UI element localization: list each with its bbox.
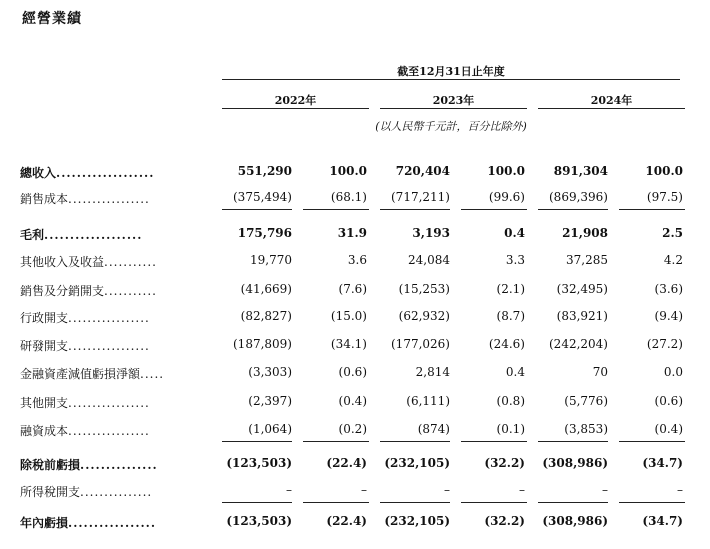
table-row — [0, 226, 710, 246]
amount-cell: (242,204) — [549, 337, 608, 351]
row-label-text: 行政開支 — [20, 311, 69, 325]
row-label — [20, 226, 216, 243]
row-label — [20, 514, 216, 531]
cell-underline — [303, 209, 369, 210]
percent-cell: (0.6) — [338, 365, 367, 379]
cell-underline — [222, 441, 292, 442]
percent-cell: – — [677, 483, 683, 497]
row-label-text: 其他收入及收益 — [20, 255, 105, 269]
row-label — [20, 309, 216, 326]
row-label-text: 研發開支 — [20, 339, 69, 353]
cell-underline — [538, 441, 608, 442]
percent-cell: (34.7) — [642, 514, 683, 528]
table-row — [0, 309, 710, 329]
cell-underline — [380, 209, 450, 210]
leader-dots: ........... — [104, 284, 157, 298]
percent-cell: 0.4 — [505, 365, 525, 379]
percent-cell: (0.1) — [496, 422, 525, 436]
percent-cell: (99.6) — [488, 190, 525, 204]
period-header: 截至12月31日止年度 — [397, 65, 505, 78]
percent-cell: (9.4) — [654, 309, 683, 323]
leader-dots: ................... — [44, 228, 143, 242]
cell-underline — [619, 441, 685, 442]
percent-cell: (8.7) — [496, 309, 525, 323]
amount-cell: (5,776) — [564, 394, 608, 408]
row-label — [20, 253, 216, 270]
amount-cell: 720,404 — [395, 164, 450, 178]
table-row — [0, 164, 710, 184]
amount-cell: 24,084 — [408, 253, 450, 267]
cell-underline — [222, 502, 292, 503]
amount-cell: (177,026) — [391, 337, 450, 351]
cell-underline — [538, 502, 608, 503]
percent-cell: (3.6) — [654, 282, 683, 296]
percent-cell: (34.7) — [642, 456, 683, 470]
amount-cell: (187,809) — [233, 337, 292, 351]
amount-cell: (232,105) — [384, 456, 450, 470]
percent-cell: (0.2) — [338, 422, 367, 436]
percent-cell: (22.4) — [326, 514, 367, 528]
amount-cell: (41,669) — [240, 282, 292, 296]
leader-dots: ............... — [80, 458, 158, 472]
percent-cell: 100.0 — [645, 164, 683, 178]
cell-underline — [461, 502, 527, 503]
row-label — [20, 456, 216, 473]
leader-dots: ................. — [68, 424, 150, 438]
amount-cell: (15,253) — [398, 282, 450, 296]
year-underline — [538, 108, 685, 109]
leader-dots: ................... — [56, 166, 155, 180]
percent-cell: 31.9 — [337, 226, 367, 240]
percent-cell: 100.0 — [487, 164, 525, 178]
row-label — [20, 282, 216, 299]
percent-cell: (7.6) — [338, 282, 367, 296]
amount-cell: 3,193 — [412, 226, 450, 240]
amount-cell: 2,814 — [415, 365, 450, 379]
amount-cell: 551,290 — [237, 164, 292, 178]
percent-cell: 3.6 — [347, 253, 367, 267]
leader-dots: ................. — [68, 396, 150, 410]
percent-cell: (32.2) — [484, 456, 525, 470]
row-label — [20, 164, 216, 181]
amount-cell: 175,796 — [237, 226, 292, 240]
year-underline — [380, 108, 527, 109]
amount-cell: (62,932) — [398, 309, 450, 323]
row-label-text: 所得稅開支 — [20, 485, 81, 499]
amount-cell: (375,494) — [233, 190, 292, 204]
table-row — [0, 190, 710, 210]
percent-cell: (0.4) — [654, 422, 683, 436]
amount-cell: 19,770 — [250, 253, 292, 267]
cell-underline — [538, 209, 608, 210]
cell-underline — [222, 209, 292, 210]
amount-cell: (308,986) — [542, 456, 608, 470]
percent-cell: – — [519, 483, 525, 497]
row-label-text: 其他開支 — [20, 396, 69, 410]
percent-cell: (97.5) — [646, 190, 683, 204]
row-label — [20, 422, 216, 439]
row-label-text: 金融資產減值虧損淨額 — [20, 367, 141, 381]
row-label-text: 總收入 — [20, 166, 57, 180]
leader-dots: ................. — [68, 192, 150, 206]
row-label-text: 銷售及分銷開支 — [20, 284, 105, 298]
percent-cell: (27.2) — [646, 337, 683, 351]
cell-underline — [303, 502, 369, 503]
cell-underline — [380, 441, 450, 442]
amount-cell: (232,105) — [384, 514, 450, 528]
percent-cell: 100.0 — [329, 164, 367, 178]
amount-cell: (874) — [417, 422, 450, 436]
table-row — [0, 456, 710, 476]
table-row — [0, 282, 710, 302]
row-label — [20, 394, 216, 411]
row-label — [20, 190, 216, 207]
row-label-text: 除稅前虧損 — [20, 458, 81, 472]
amount-cell: 37,285 — [566, 253, 608, 267]
amount-cell: (32,495) — [556, 282, 608, 296]
leader-dots: ................. — [68, 311, 150, 325]
row-label — [20, 365, 216, 382]
percent-cell: (0.4) — [338, 394, 367, 408]
amount-cell: 70 — [592, 365, 608, 379]
percent-cell: (22.4) — [326, 456, 367, 470]
amount-cell: – — [602, 483, 608, 497]
leader-dots: ............... — [80, 485, 153, 499]
leader-dots: ................. — [68, 339, 150, 353]
cell-underline — [619, 209, 685, 210]
header-divider — [222, 79, 680, 80]
percent-cell: (34.1) — [330, 337, 367, 351]
amount-cell: 891,304 — [553, 164, 608, 178]
amount-cell: (869,396) — [549, 190, 608, 204]
percent-cell: (0.6) — [654, 394, 683, 408]
percent-cell: (0.8) — [496, 394, 525, 408]
percent-cell: 0.4 — [504, 226, 525, 240]
cell-underline — [461, 209, 527, 210]
table-row — [0, 483, 710, 503]
amount-cell: – — [286, 483, 292, 497]
amount-cell: (2,397) — [248, 394, 292, 408]
row-label — [20, 483, 216, 500]
year-header-2024: 2024年 — [590, 94, 633, 107]
row-label-text: 融資成本 — [20, 424, 69, 438]
percent-cell: (24.6) — [488, 337, 525, 351]
year-header-2023: 2023年 — [432, 94, 475, 107]
table-row — [0, 337, 710, 357]
amount-cell: (308,986) — [542, 514, 608, 528]
table-row — [0, 422, 710, 442]
amount-cell: (3,853) — [564, 422, 608, 436]
cell-underline — [380, 502, 450, 503]
amount-cell: – — [444, 483, 450, 497]
year-header-2022: 2022年 — [274, 94, 317, 107]
leader-dots: ................. — [68, 516, 157, 530]
row-label — [20, 337, 216, 354]
amount-cell: (123,503) — [226, 456, 292, 470]
table-row — [0, 253, 710, 273]
percent-cell: – — [361, 483, 367, 497]
row-label-text: 毛利 — [20, 228, 45, 242]
row-label-text: 銷售成本 — [20, 192, 69, 206]
percent-cell: (15.0) — [330, 309, 367, 323]
amount-cell: (83,921) — [556, 309, 608, 323]
percent-cell: (68.1) — [330, 190, 367, 204]
percent-cell: 3.3 — [505, 253, 525, 267]
percent-cell: (32.2) — [484, 514, 525, 528]
amount-cell: (717,211) — [391, 190, 450, 204]
amount-cell: (1,064) — [248, 422, 292, 436]
table-row — [0, 514, 710, 534]
year-underline — [222, 108, 369, 109]
amount-cell: (82,827) — [240, 309, 292, 323]
leader-dots: ..... — [140, 367, 165, 381]
percent-cell: (2.1) — [496, 282, 525, 296]
percent-cell: 4.2 — [663, 253, 683, 267]
leader-dots: ........... — [104, 255, 157, 269]
percent-cell: 0.0 — [663, 365, 683, 379]
table-row — [0, 365, 710, 385]
amount-cell: (6,111) — [406, 394, 450, 408]
unit-note: (以人民幣千元計，百分比除外) — [375, 120, 527, 133]
cell-underline — [619, 502, 685, 503]
table-row — [0, 394, 710, 414]
cell-underline — [461, 441, 527, 442]
percent-cell: 2.5 — [662, 226, 683, 240]
amount-cell: (3,303) — [248, 365, 292, 379]
amount-cell: (123,503) — [226, 514, 292, 528]
row-label-text: 年內虧損 — [20, 516, 69, 530]
page-title: 經營業績 — [22, 11, 82, 27]
amount-cell: 21,908 — [562, 226, 608, 240]
cell-underline — [303, 441, 369, 442]
